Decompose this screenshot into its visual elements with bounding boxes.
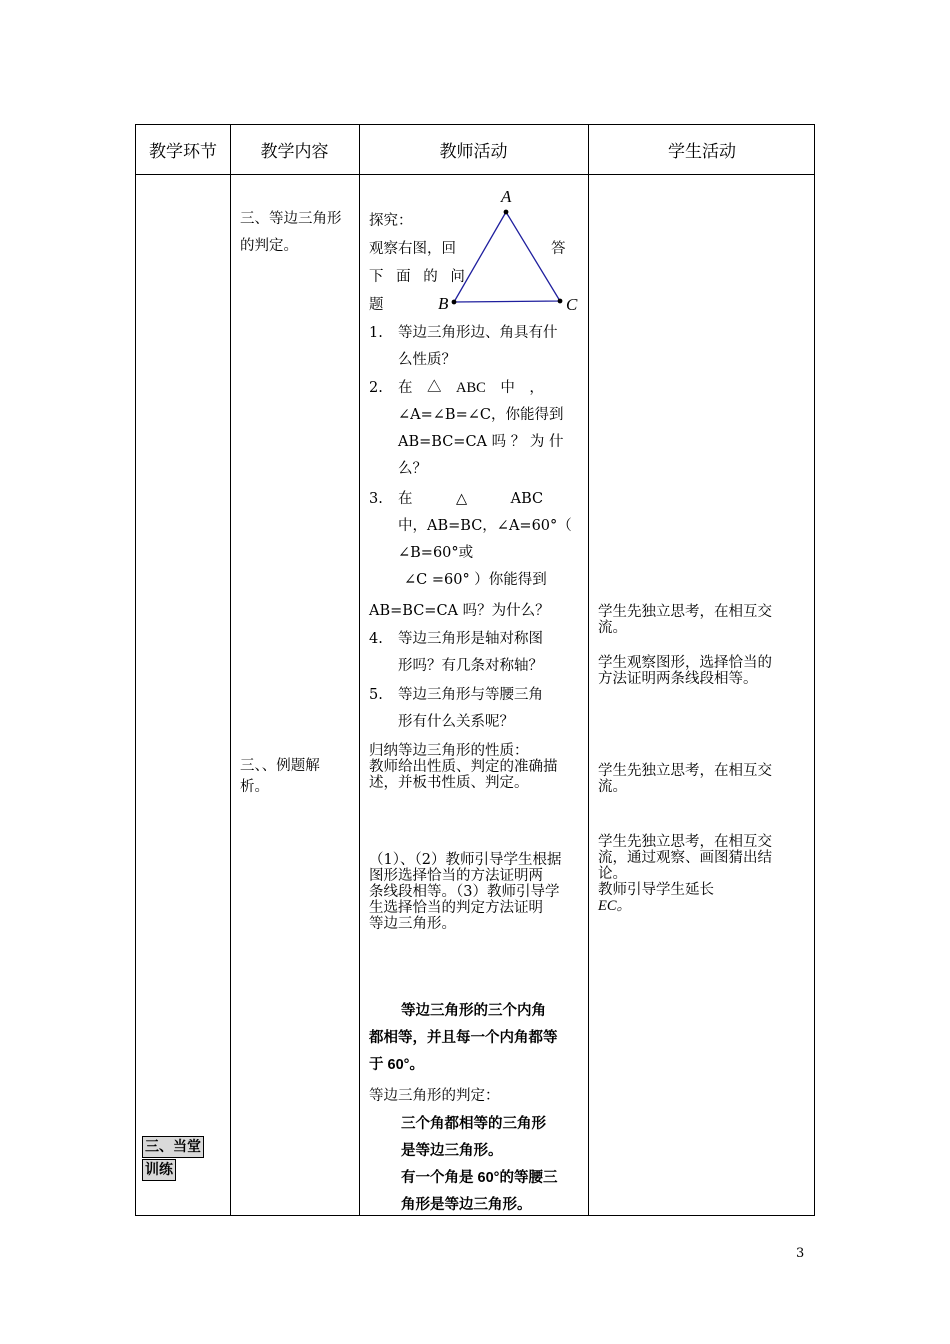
student-line: 流。 (598, 779, 627, 795)
student-line: 学生先独立思考，在相互交 (598, 604, 772, 620)
judgement-statements (401, 1111, 557, 1219)
student-line: 流。 (598, 620, 627, 636)
property-line: 于 60°。 (369, 1057, 424, 1073)
header-teacher-activity: 教师活动 (439, 142, 508, 162)
question-line: ∠B=60°或 (398, 545, 474, 561)
content-line: 的判定。 (240, 238, 298, 254)
question-5-number: 5. (369, 687, 383, 703)
question-line: 么性质？ (398, 352, 456, 368)
question-line: 等边三角形与等腰三角 (398, 687, 543, 703)
vertex-c-label: C (566, 295, 578, 314)
guide-line: 图形选择恰当的方法证明两 (369, 868, 543, 884)
stage-practice-badge (142, 1135, 204, 1181)
question-line: AB=BC=CA 吗 ？ 为 什 (398, 434, 564, 450)
triangle-abc (454, 212, 560, 302)
student-activity-3 (598, 763, 772, 795)
guide-line: 等边三角形。 (369, 916, 456, 932)
question-line: 形有什么关系呢？ (398, 714, 514, 730)
question-2 (398, 375, 580, 483)
content-line: 三、、例题解 (240, 758, 320, 774)
question-line: 形吗？有几条对称轴？ (398, 658, 543, 674)
question-4 (398, 626, 580, 680)
summary-line: 归纳等边三角形的性质： (369, 743, 529, 759)
summary-text (369, 743, 558, 791)
vertex-c-point (558, 299, 563, 304)
student-activity-2 (598, 655, 772, 687)
guide-line: 条线段相等。（3）教师引导学 (369, 884, 560, 900)
vertex-b-label: B (438, 294, 449, 313)
question-4-number: 4. (369, 631, 383, 647)
badge-line: 三、当堂 (142, 1136, 204, 1158)
question-1-number: 1. (369, 325, 383, 341)
question-line: 等边三角形边、角具有什 (398, 325, 558, 341)
page-number: 3 (796, 1246, 805, 1261)
observe-text-line3: 题 (369, 297, 384, 313)
teacher-guide-text (369, 852, 561, 932)
student-activity-4 (598, 834, 772, 914)
student-line: 学生先独立思考，在相互交 (598, 763, 772, 779)
question-5 (398, 682, 580, 736)
question-line: 么？ (398, 461, 427, 477)
student-line: 方法证明两条线段相等。 (598, 671, 758, 687)
question-3 (398, 486, 580, 594)
header-teaching-stage: 教学环节 (149, 142, 217, 162)
judgement-title: 等边三角形的判定： (369, 1088, 500, 1104)
column-divider (230, 125, 231, 1215)
student-line: 论。 (598, 866, 627, 882)
observe-text-line2: 下 面 的 问 (369, 269, 469, 285)
guide-line: （1）、（2）教师引导学生根据 (369, 852, 562, 868)
question-line: ∠A=∠B=∠C，你能得到 (398, 407, 564, 423)
question-line: 中，AB=BC，∠A=60°（ (398, 518, 572, 534)
explore-label: 探究： (369, 213, 413, 229)
summary-line: 述，并板书性质、判定。 (369, 775, 529, 791)
vertex-b-point (452, 300, 457, 305)
student-line: EC。 (598, 898, 632, 914)
question-3-number: 3. (369, 491, 383, 507)
judgement-line: 角形是等边三角形。 (401, 1197, 532, 1213)
header-divider (136, 174, 814, 175)
vertex-a-point (504, 210, 509, 215)
question-1 (398, 320, 580, 374)
guide-line: 生选择恰当的判定方法证明 (369, 900, 543, 916)
property-line: 等边三角形的三个内角 (401, 1003, 546, 1019)
property-line: 都相等，并且每一个内角都等 (369, 1030, 558, 1046)
content-section-examples (240, 753, 320, 801)
content-line: 析。 (240, 779, 269, 795)
observe-text-a: 观察右图，回 (369, 241, 456, 257)
student-line: 教师引导学生延长 (598, 882, 714, 898)
header-teaching-content: 教学内容 (260, 142, 329, 162)
student-activity-1 (598, 604, 772, 636)
header-student-activity: 学生活动 (668, 142, 736, 162)
badge-line: 训练 (142, 1159, 176, 1181)
judgement-line: 三个角都相等的三角形 (401, 1116, 546, 1132)
judgement-line: 有一个角是 60°的等腰三 (401, 1170, 558, 1186)
vertex-a-label: A (501, 187, 512, 206)
question-3-last-line: AB=BC=CA 吗？为什么？ (369, 603, 550, 619)
summary-line: 教师给出性质、判定的准确描 (369, 759, 558, 775)
student-line: 学生先独立思考，在相互交 (598, 834, 772, 850)
question-line: 等边三角形是轴对称图 (398, 631, 543, 647)
question-2-number: 2. (369, 380, 383, 396)
observe-text-b: 答 (551, 241, 566, 257)
question-line: 在 △ ABC (398, 491, 544, 507)
column-divider (359, 125, 360, 1215)
question-line: ∠C =60° ）你能得到 (404, 572, 547, 588)
judgement-line: 是等边三角形。 (401, 1143, 503, 1159)
property-statement (369, 998, 583, 1079)
student-line: 流，通过观察、画图猜出结 (598, 850, 772, 866)
question-line: 在 △ ABC 中 ， (398, 380, 544, 396)
content-section-equilateral-judgement (240, 206, 342, 260)
content-line: 三、等边三角形 (240, 211, 342, 227)
student-line: 学生观察图形，选择恰当的 (598, 655, 772, 671)
triangle-figure (430, 186, 590, 316)
